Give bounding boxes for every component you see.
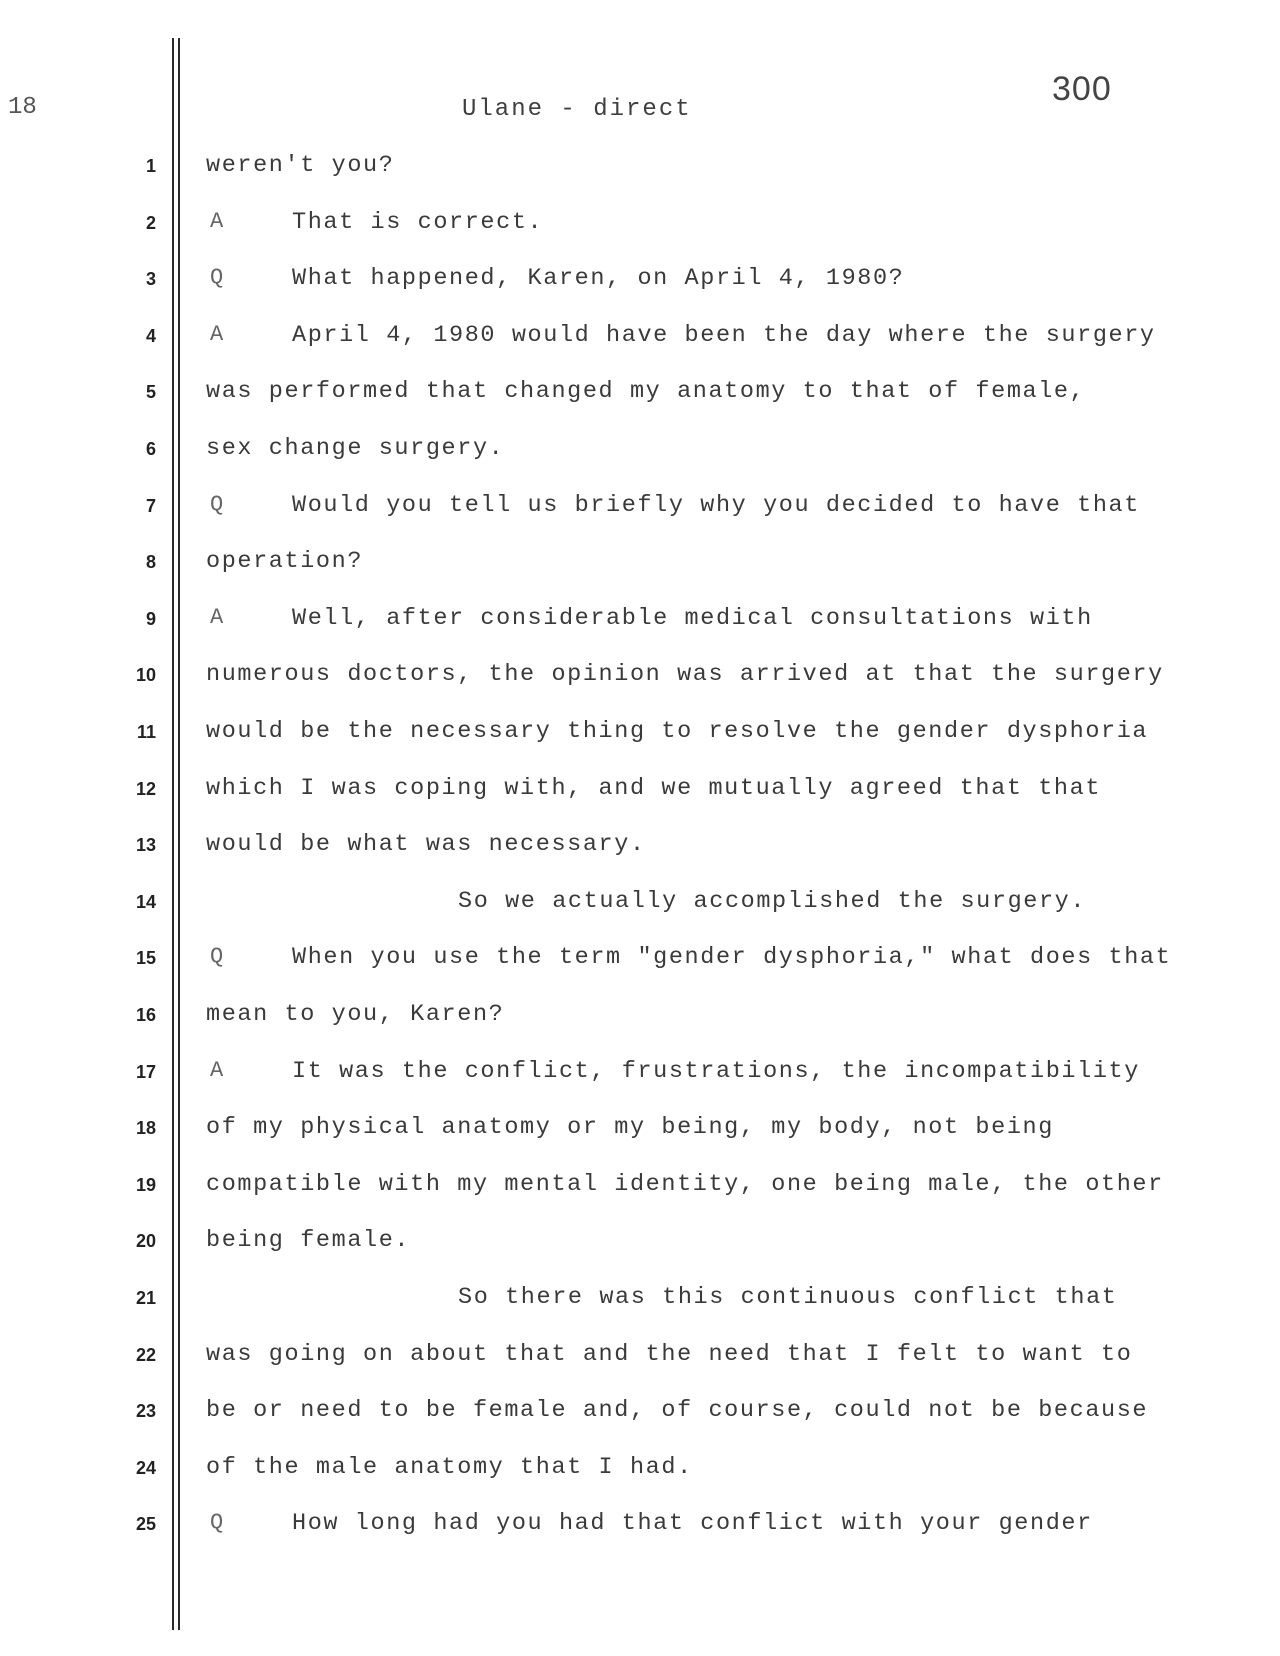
line-text: weren't you? (206, 152, 395, 179)
transcript-line (0, 942, 1280, 982)
line-text: How long had you had that conflict with your gender (292, 1510, 1093, 1538)
transcript-line (0, 1282, 1280, 1322)
transcript-line (0, 546, 1280, 586)
line-number: 11 (136, 722, 156, 742)
transcript-line (0, 603, 1280, 643)
transcript-line (0, 716, 1280, 756)
line-number: 7 (145, 495, 156, 516)
transcript-line (0, 773, 1280, 813)
corner-page-fragment: 18 (8, 94, 37, 121)
transcript-line (0, 1169, 1280, 1209)
line-number: 10 (135, 665, 156, 686)
transcript-line (0, 1225, 1280, 1265)
line-number: 5 (145, 382, 156, 403)
line-number: 19 (135, 1174, 156, 1195)
line-text: operation? (206, 548, 364, 576)
speaker-marker: Q (210, 1510, 224, 1536)
line-text: Well, after considerable medical consultations with (292, 604, 1093, 632)
transcript-line (0, 1056, 1280, 1096)
speaker-marker: Q (210, 265, 224, 291)
transcript-line (0, 150, 1280, 190)
transcript-line (0, 207, 1280, 247)
line-number: 13 (135, 835, 156, 856)
transcript-line (0, 376, 1280, 416)
line-text: What happened, Karen, on April 4, 1980? (292, 265, 905, 293)
transcript-line (0, 263, 1280, 303)
line-number: 20 (135, 1231, 156, 1252)
line-text: That is correct. (292, 208, 544, 236)
line-text: So there was this continuous conflict that (458, 1284, 1118, 1311)
page-number: 300 (1052, 70, 1112, 108)
line-number: 9 (145, 608, 156, 629)
speaker-marker: A (210, 321, 224, 347)
speaker-marker: A (210, 604, 224, 630)
transcript-line (0, 433, 1280, 473)
transcript-line (0, 999, 1280, 1039)
line-number: 8 (145, 552, 156, 573)
transcript-line (0, 1339, 1280, 1379)
line-text: numerous doctors, the opinion was arrived at that the surgery (206, 661, 1164, 689)
page-header: Ulane - direct (462, 96, 692, 123)
line-text: be or need to be female and, of course, could not be because (206, 1397, 1149, 1425)
line-number: 15 (135, 948, 156, 969)
line-text: which I was coping with, and we mutually agreed that that (206, 774, 1102, 802)
line-text: sex change surgery. (206, 435, 505, 462)
line-text: of my physical anatomy or my being, my body, not being (206, 1114, 1054, 1142)
line-number: 12 (135, 778, 156, 799)
transcript-line (0, 886, 1280, 926)
speaker-marker: Q (210, 491, 224, 517)
line-text: When you use the term "gender dysphoria," what does that (292, 944, 1172, 972)
transcript-line (0, 1395, 1280, 1435)
line-number: 16 (135, 1005, 156, 1025)
line-number: 18 (135, 1118, 156, 1139)
line-number: 24 (135, 1457, 156, 1478)
line-number: 25 (135, 1514, 156, 1535)
line-text: April 4, 1980 would have been the day where the surgery (292, 321, 1156, 349)
line-number: 6 (145, 439, 156, 459)
transcript-line (0, 829, 1280, 869)
speaker-marker: A (210, 1057, 224, 1083)
line-number: 23 (135, 1401, 156, 1422)
line-number: 17 (135, 1061, 156, 1082)
transcript-line (0, 320, 1280, 360)
transcript-line (0, 1508, 1280, 1548)
speaker-marker: A (210, 208, 224, 234)
line-number: 21 (135, 1288, 156, 1308)
line-text: mean to you, Karen? (206, 1001, 505, 1028)
line-number: 4 (145, 325, 156, 346)
transcript-line (0, 659, 1280, 699)
line-text: would be what was necessary. (206, 831, 646, 859)
line-text: being female. (206, 1227, 411, 1255)
line-text: Would you tell us briefly why you decided to have that (292, 491, 1140, 519)
speaker-marker: Q (210, 944, 224, 970)
transcript-line (0, 1112, 1280, 1152)
line-text: was going on about that and the need that I felt to want to (206, 1340, 1133, 1368)
line-text: was performed that changed my anatomy to that of female, (206, 378, 1086, 406)
line-text: It was the conflict, frustrations, the incompatibility (292, 1057, 1140, 1085)
line-text: of the male anatomy that I had. (206, 1453, 693, 1481)
line-number: 1 (145, 156, 156, 176)
line-text: compatible with my mental identity, one being male, the other (206, 1170, 1164, 1198)
line-text: So we actually accomplished the surgery. (458, 887, 1087, 915)
line-number: 2 (145, 212, 156, 233)
transcript-line (0, 490, 1280, 530)
line-number: 14 (135, 891, 156, 912)
line-number: 22 (135, 1344, 156, 1365)
line-text: would be the necessary thing to resolve the gender dysphoria (206, 718, 1149, 745)
transcript-line (0, 1452, 1280, 1492)
line-number: 3 (145, 269, 156, 290)
